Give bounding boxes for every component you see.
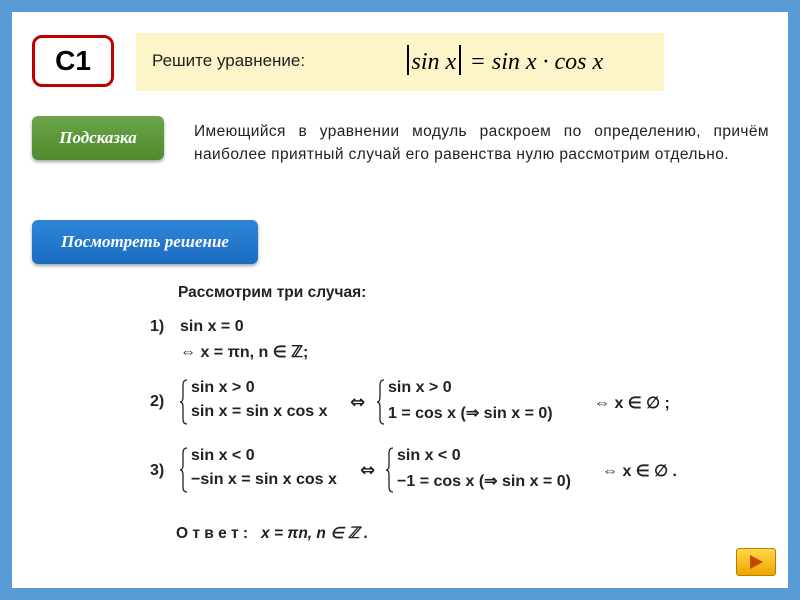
abs-bar-right	[459, 45, 461, 75]
brace-icon	[377, 379, 385, 425]
slide	[12, 12, 788, 588]
answer-label: О т в е т :	[176, 525, 249, 542]
brace-icon	[180, 447, 188, 493]
brace-icon	[180, 379, 188, 425]
task-statement	[136, 33, 664, 91]
case3-equiv: ⇔	[360, 460, 376, 481]
play-arrow-icon	[747, 554, 765, 570]
hint-button-label: Подсказка	[59, 128, 137, 147]
case2-b-line1: sin x > 0	[388, 379, 452, 396]
case2-a-line1: sin x > 0	[191, 379, 255, 396]
task-label: Решите уравнение:	[152, 51, 306, 70]
case2-equiv: ⇔	[350, 392, 366, 413]
abs-bar-left	[407, 45, 409, 75]
case3-a-line1: sin x < 0	[191, 447, 255, 464]
task-equation	[404, 45, 603, 76]
case2-b-line2: 1 = cos x (⇒ sin x = 0)	[388, 405, 553, 422]
case1-line2: ⇔ x = πn, n ∈ ℤ;	[180, 344, 309, 361]
brace-icon	[386, 447, 394, 493]
case3-number: 3)	[150, 462, 165, 479]
case2-a-line2: sin x = sin x cos x	[191, 403, 328, 420]
case3-a-line2: −sin x = sin x cos x	[191, 471, 337, 488]
solution-intro: Рассмотрим три случая:	[178, 284, 367, 301]
show-solution-button[interactable]	[32, 220, 258, 264]
case2-number: 2)	[150, 393, 165, 410]
case3-b-line1: sin x < 0	[397, 447, 461, 464]
hint-button[interactable]	[32, 116, 164, 160]
case1-line1: sin x = 0	[180, 318, 244, 335]
answer	[176, 524, 368, 543]
task-code: C1	[55, 45, 91, 76]
show-solution-label: Посмотреть решение	[61, 232, 229, 251]
task-code-badge	[32, 35, 114, 87]
eq-abs-part: sin x	[411, 49, 457, 75]
case1-number: 1)	[150, 318, 165, 335]
eq-rest-part: = sin x · cos x	[469, 49, 604, 75]
hint-text: Имеющийся в уравнении модуль раскроем по определению, причём наиболее приятный случай его равенства нулю рассмотрим отдельно.	[194, 123, 769, 163]
answer-value: x = πn, n ∈ ℤ .	[261, 525, 369, 542]
case2-result: ⇔ x ∈ ∅ ;	[594, 395, 670, 412]
case3-result: ⇔ x ∈ ∅ .	[602, 463, 677, 480]
case3-b-line2: −1 = cos x (⇒ sin x = 0)	[397, 473, 571, 490]
next-slide-button[interactable]	[736, 548, 776, 576]
